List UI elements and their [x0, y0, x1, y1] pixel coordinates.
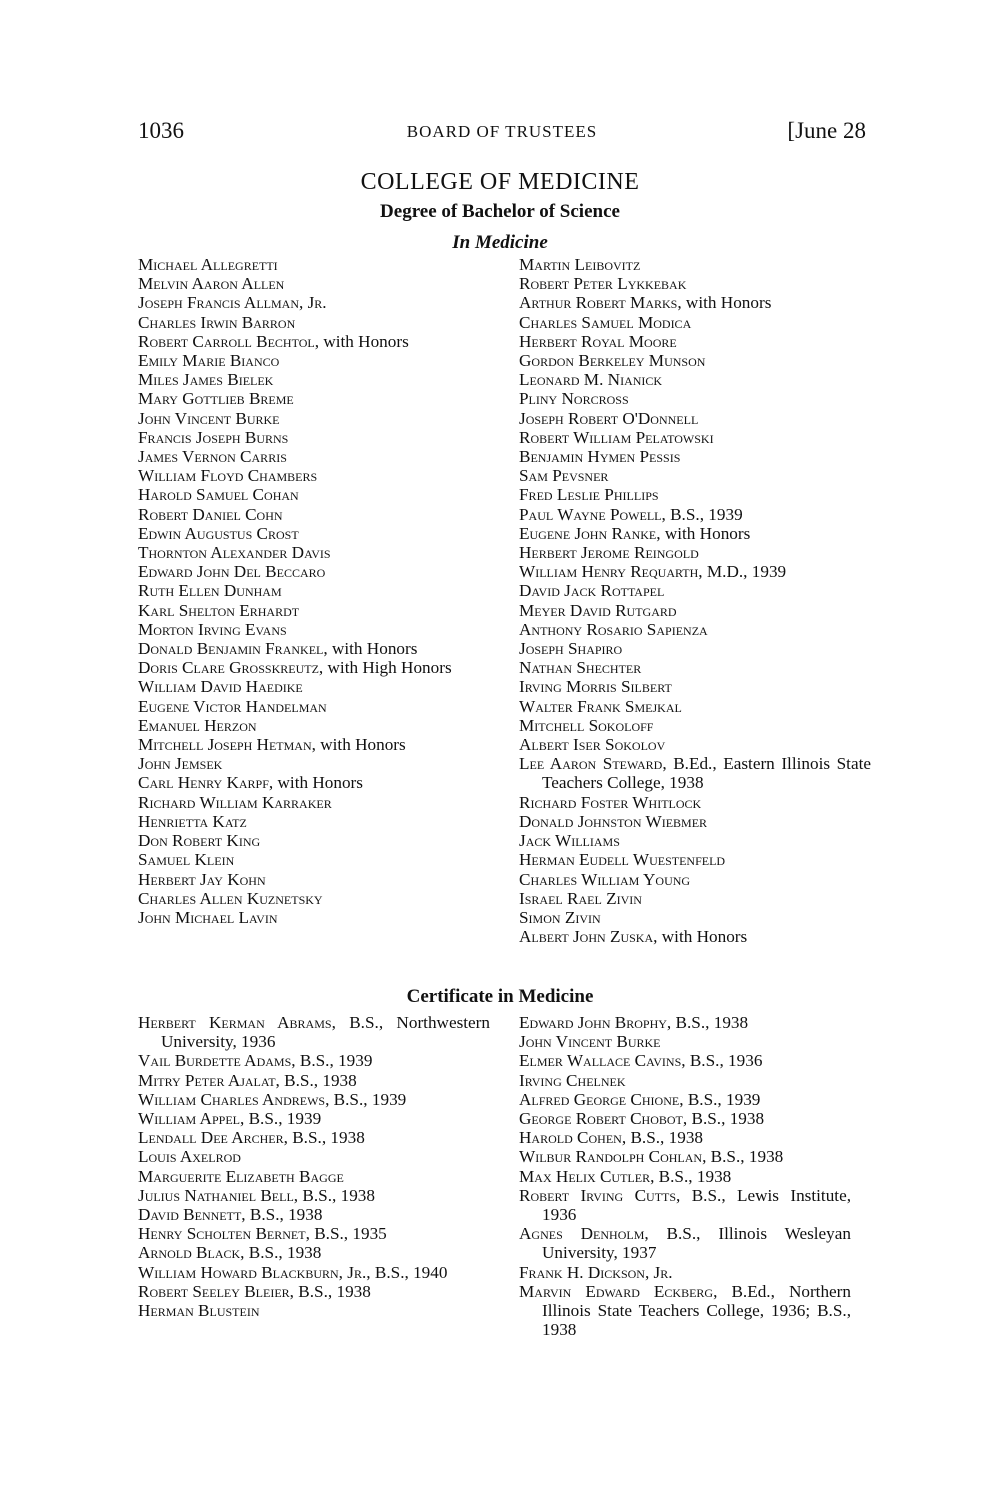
list-item	[138, 754, 490, 773]
degree-heading: Degree of Bachelor of Science	[380, 201, 620, 222]
graduate-note: B.S., 1936	[685, 1051, 763, 1071]
graduate-name: Leonard M. Nianick	[519, 370, 663, 390]
graduate-name: Benjamin Hymen Pessis	[519, 447, 681, 467]
list-item	[519, 409, 871, 428]
list-item	[138, 409, 490, 428]
list-item	[138, 1090, 490, 1109]
graduate-name: Michael Allegretti	[138, 255, 278, 274]
graduate-name: Marguerite Elizabeth Bagge	[138, 1166, 344, 1186]
graduate-note: with Honors	[657, 927, 748, 947]
list-item	[138, 889, 490, 908]
list-item	[138, 812, 490, 831]
graduate-name: Robert Carroll Bechtol,	[138, 331, 320, 351]
graduate-note: B.S., 1939	[665, 504, 743, 524]
graduate-note: B.S., Lewis Institute, 1936	[542, 1185, 851, 1225]
graduate-name: Lendall Dee Archer,	[138, 1128, 288, 1148]
graduate-name: Richard William Karraker	[138, 792, 332, 812]
list-item	[519, 562, 871, 581]
list-item	[138, 601, 490, 620]
list-item	[138, 428, 490, 447]
graduate-note: B.S., 1938	[626, 1128, 704, 1148]
graduate-name: Herbert Jerome Reingold	[519, 543, 699, 563]
list-item	[138, 466, 490, 485]
graduate-name: Albert Iser Sokolov	[519, 735, 666, 755]
graduate-name: Miles James Bielek	[138, 370, 274, 390]
graduate-note: B.S., 1938	[671, 1013, 749, 1032]
list-item	[138, 1263, 490, 1282]
list-item	[138, 639, 490, 658]
list-item	[138, 274, 490, 293]
graduate-name: Henrietta Katz	[138, 811, 247, 831]
graduate-name: Mary Gottlieb Breme	[138, 389, 294, 409]
list-item	[519, 274, 871, 293]
list-item	[519, 293, 871, 312]
list-item	[519, 754, 871, 792]
graduate-name: George Robert Chobot,	[519, 1109, 688, 1129]
list-item	[519, 850, 871, 869]
graduate-note: B.S., Northwestern University, 1936	[161, 1013, 490, 1052]
list-item	[519, 389, 871, 408]
graduate-note: B.S., Illinois Wesleyan University, 1937	[542, 1224, 851, 1263]
list-item	[138, 370, 490, 389]
degree-list-right	[519, 255, 871, 946]
graduate-name: Israel Rael Zivin	[519, 888, 642, 908]
list-item	[519, 1186, 851, 1224]
list-item	[519, 812, 871, 831]
list-item	[519, 601, 871, 620]
graduate-name: Agnes Denholm,	[519, 1224, 649, 1244]
list-item	[138, 1109, 490, 1128]
list-item	[519, 716, 871, 735]
graduate-name: Harold Samuel Cohan	[138, 485, 299, 505]
list-item	[138, 1243, 490, 1262]
certificate-list-right	[519, 1013, 851, 1339]
list-item	[519, 831, 871, 850]
graduate-name: John Jemsek	[138, 754, 223, 774]
list-item	[138, 620, 490, 639]
list-item	[138, 1186, 490, 1205]
graduate-note: B.S., 1940	[370, 1262, 448, 1282]
graduate-name: William Floyd Chambers	[138, 466, 318, 486]
graduate-name: Martin Leibovitz	[519, 255, 641, 274]
list-item	[519, 870, 871, 889]
graduate-name: Lee Aaron Steward,	[519, 754, 667, 774]
list-item	[138, 850, 490, 869]
list-item	[519, 466, 871, 485]
graduate-note: with Honors	[273, 773, 363, 793]
graduate-name: Jack Williams	[519, 831, 620, 851]
list-item	[138, 793, 490, 812]
list-item	[519, 1282, 851, 1340]
graduate-note: B.Ed., Northern Illinois State Teachers College, 1936; B.S., 1938	[542, 1281, 851, 1340]
graduate-name: Max Helix Cutler,	[519, 1166, 655, 1186]
graduate-name: Alfred George Chione,	[519, 1089, 684, 1109]
graduate-name: James Vernon Carris	[138, 447, 287, 467]
graduate-note: B.S., 1939	[295, 1051, 373, 1071]
list-item	[519, 524, 871, 543]
list-item	[519, 428, 871, 447]
list-item	[519, 639, 871, 658]
graduate-name: Richard Foster Whitlock	[519, 792, 702, 812]
graduate-name: Samuel Klein	[138, 850, 235, 870]
graduate-name: Anthony Rosario Sapienza	[519, 619, 708, 639]
graduate-note: B.S., 1938	[687, 1109, 765, 1129]
graduate-name: Edwin Augustus Crost	[138, 523, 299, 543]
graduate-name: Charles Irwin Barron	[138, 312, 296, 332]
list-item	[519, 1128, 851, 1147]
graduate-name: Arnold Black,	[138, 1243, 245, 1263]
list-item	[519, 1032, 851, 1051]
list-item	[519, 1224, 851, 1262]
graduate-name: Joseph Shapiro	[519, 639, 623, 659]
graduate-name: Thornton Alexander Davis	[138, 543, 331, 563]
graduate-name: Harold Cohen,	[519, 1128, 627, 1148]
header-date: [June 28	[787, 118, 866, 143]
graduate-name: Robert Seeley Bleier,	[138, 1281, 294, 1301]
graduate-name: John Vincent Burke	[519, 1032, 661, 1052]
list-item	[519, 313, 871, 332]
graduate-name: Edward John Brophy,	[519, 1013, 672, 1032]
list-item	[138, 1301, 490, 1320]
list-item	[138, 332, 490, 351]
list-item	[138, 505, 490, 524]
graduate-name: Julius Nathaniel Bell,	[138, 1185, 299, 1205]
list-item	[519, 1109, 851, 1128]
graduate-name: Donald Johnston Wiebmer	[519, 811, 708, 831]
list-item	[519, 370, 871, 389]
list-item	[138, 485, 490, 504]
graduate-name: Herbert Royal Moore	[519, 331, 677, 351]
list-item	[138, 1205, 490, 1224]
list-item	[519, 908, 871, 927]
graduate-name: William Howard Blackburn, Jr.,	[138, 1262, 371, 1282]
list-item	[519, 658, 871, 677]
list-item	[138, 1051, 490, 1070]
graduate-name: Arthur Robert Marks,	[519, 293, 682, 313]
list-item	[138, 1167, 490, 1186]
graduate-note: B.S., 1938	[706, 1147, 784, 1167]
list-item	[519, 677, 871, 696]
graduate-name: Eugene John Ranke,	[519, 523, 661, 543]
list-item	[138, 447, 490, 466]
graduate-name: Herman Eudell Wuestenfeld	[519, 850, 726, 870]
list-item	[519, 1167, 851, 1186]
graduate-note: B.S., 1938	[279, 1070, 357, 1090]
graduate-name: Frank H. Dickson, Jr.	[519, 1262, 673, 1282]
graduate-name: Gordon Berkeley Munson	[519, 351, 706, 371]
graduate-name: Simon Zivin	[519, 907, 601, 927]
list-item	[519, 927, 871, 946]
list-item	[519, 255, 871, 274]
graduate-name: Robert William Pelatowski	[519, 427, 714, 447]
graduate-name: Edward John Del Beccaro	[138, 562, 326, 582]
graduate-name: Carl Henry Karpf,	[138, 773, 274, 793]
list-item	[519, 505, 871, 524]
graduate-note: B.S., 1938	[298, 1185, 375, 1205]
graduate-name: Paul Wayne Powell,	[519, 504, 666, 524]
graduate-name: Robert Peter Lykkebak	[519, 274, 687, 294]
list-item	[519, 543, 871, 562]
page-number: 1036	[138, 118, 184, 143]
list-item	[138, 351, 490, 370]
graduate-note: B.S., 1939	[683, 1089, 761, 1109]
graduate-note: with Honors	[327, 639, 418, 659]
graduate-name: Emily Marie Bianco	[138, 351, 280, 371]
list-item	[519, 1051, 851, 1070]
graduate-name: William Charles Andrews,	[138, 1089, 330, 1109]
list-item	[519, 351, 871, 370]
list-item	[138, 1071, 490, 1090]
graduate-name: Don Robert King	[138, 831, 261, 851]
graduate-name: William David Haedike	[138, 677, 303, 697]
list-item	[138, 543, 490, 562]
graduate-note: with High Honors	[323, 658, 452, 678]
graduate-note: B.S., 1938	[287, 1128, 365, 1148]
graduate-name: William Henry Requarth,	[519, 562, 703, 582]
graduate-name: Louis Axelrod	[138, 1147, 241, 1167]
graduate-name: Elmer Wallace Cavins,	[519, 1051, 686, 1071]
graduate-name: Fred Leslie Phillips	[519, 485, 659, 505]
list-item	[138, 1128, 490, 1147]
list-item	[138, 773, 490, 792]
graduate-name: Joseph Francis Allman, Jr.	[138, 293, 327, 313]
graduate-name: Karl Shelton Erhardt	[138, 600, 300, 620]
graduate-name: Nathan Shechter	[519, 658, 642, 678]
graduate-name: Pliny Norcross	[519, 389, 629, 409]
graduate-name: Eugene Victor Handelman	[138, 696, 327, 716]
graduate-name: David Jack Rottapel	[519, 581, 665, 601]
graduate-name: Walter Frank Smejkal	[519, 696, 682, 716]
graduate-name: Mitchell Joseph Hetman,	[138, 735, 316, 755]
graduate-name: Francis Joseph Burns	[138, 427, 289, 447]
list-item	[138, 1013, 490, 1051]
list-item	[138, 293, 490, 312]
graduate-name: Emanuel Herzon	[138, 715, 257, 735]
graduate-note: B.Ed., Eastern Illinois State Teachers College, 1938	[542, 754, 871, 793]
graduate-name: Vail Burdette Adams,	[138, 1051, 296, 1071]
graduate-name: Robert Daniel Cohn	[138, 504, 283, 524]
graduate-name: John Vincent Burke	[138, 408, 280, 428]
list-item	[519, 1071, 851, 1090]
graduate-name: Joseph Robert O'Donnell	[519, 408, 699, 428]
graduate-name: Mitchell Sokoloff	[519, 715, 654, 735]
graduate-name: Mitry Peter Ajalat,	[138, 1070, 280, 1090]
field-heading: In Medicine	[452, 232, 548, 253]
list-item	[138, 313, 490, 332]
graduate-name: Herbert Kerman Abrams,	[138, 1013, 336, 1032]
graduate-note: with Honors	[681, 293, 772, 313]
graduate-name: Meyer David Rutgard	[519, 600, 677, 620]
degree-list-left	[138, 255, 490, 927]
list-item	[138, 562, 490, 581]
graduate-name: Melvin Aaron Allen	[138, 274, 285, 294]
list-item	[519, 1013, 851, 1032]
graduate-name: Charles Allen Kuznetsky	[138, 888, 323, 908]
list-item	[519, 332, 871, 351]
graduate-note: with Honors	[315, 735, 406, 755]
list-item	[138, 908, 490, 927]
graduate-name: Marvin Edward Eckberg,	[519, 1281, 718, 1301]
graduate-note: B.S., 1935	[309, 1224, 387, 1244]
list-item	[519, 581, 871, 600]
graduate-name: Charles Samuel Modica	[519, 312, 692, 332]
list-item	[138, 524, 490, 543]
list-item	[138, 1282, 490, 1301]
graduate-name: Irving Morris Silbert	[519, 677, 672, 697]
graduate-name: Albert John Zuska,	[519, 927, 658, 947]
graduate-name: Herbert Jay Kohn	[138, 869, 266, 889]
list-item	[138, 1224, 490, 1243]
graduate-note: with Honors	[319, 331, 409, 351]
list-item	[519, 485, 871, 504]
list-item	[519, 793, 871, 812]
graduate-name: Sam Pevsner	[519, 466, 609, 486]
graduate-name: David Bennett,	[138, 1205, 246, 1225]
list-item	[519, 1090, 851, 1109]
page-header	[138, 118, 866, 152]
graduate-note: B.S., 1938	[654, 1166, 732, 1186]
graduate-name: John Michael Lavin	[138, 907, 278, 927]
graduate-note: M.D., 1939	[702, 562, 787, 582]
list-item	[138, 581, 490, 600]
list-item	[519, 697, 871, 716]
graduate-name: Charles William Young	[519, 869, 691, 889]
list-item	[138, 1147, 490, 1166]
list-item	[138, 716, 490, 735]
list-item	[138, 658, 490, 677]
list-item	[138, 697, 490, 716]
list-item	[519, 1263, 851, 1282]
graduate-note: B.S., 1939	[329, 1089, 407, 1109]
graduate-note: B.S., 1938	[245, 1205, 323, 1225]
graduate-note: B.S., 1938	[293, 1281, 371, 1301]
list-item	[519, 889, 871, 908]
list-item	[138, 735, 490, 754]
graduate-note: B.S., 1938	[244, 1243, 322, 1263]
list-item	[138, 831, 490, 850]
graduate-name: Henry Scholten Bernet,	[138, 1224, 310, 1244]
college-heading: COLLEGE OF MEDICINE	[360, 169, 640, 195]
list-item	[519, 447, 871, 466]
graduate-name: Irving Chelnek	[519, 1070, 626, 1090]
graduate-name: Ruth Ellen Dunham	[138, 581, 282, 601]
list-item	[138, 870, 490, 889]
graduate-name: Morton Irving Evans	[138, 619, 287, 639]
graduate-note: B.S., 1939	[244, 1109, 322, 1129]
graduate-note: with Honors	[660, 523, 751, 543]
graduate-name: Doris Clare Grosskreutz,	[138, 658, 324, 678]
graduate-name: Robert Irving Cutts,	[519, 1185, 681, 1205]
graduate-name: William Appel,	[138, 1109, 245, 1129]
list-item	[138, 677, 490, 696]
graduate-name: Wilbur Randolph Cohlan,	[519, 1147, 707, 1167]
graduate-name: Herman Blustein	[138, 1301, 260, 1321]
list-item	[519, 1147, 851, 1166]
certificate-list-left	[138, 1013, 490, 1320]
list-item	[519, 620, 871, 639]
list-item	[138, 389, 490, 408]
graduate-name: Donald Benjamin Frankel,	[138, 639, 328, 659]
list-item	[138, 255, 490, 274]
running-title: BOARD OF TRUSTEES	[406, 122, 598, 141]
list-item	[519, 735, 871, 754]
certificate-heading: Certificate in Medicine	[406, 986, 594, 1007]
